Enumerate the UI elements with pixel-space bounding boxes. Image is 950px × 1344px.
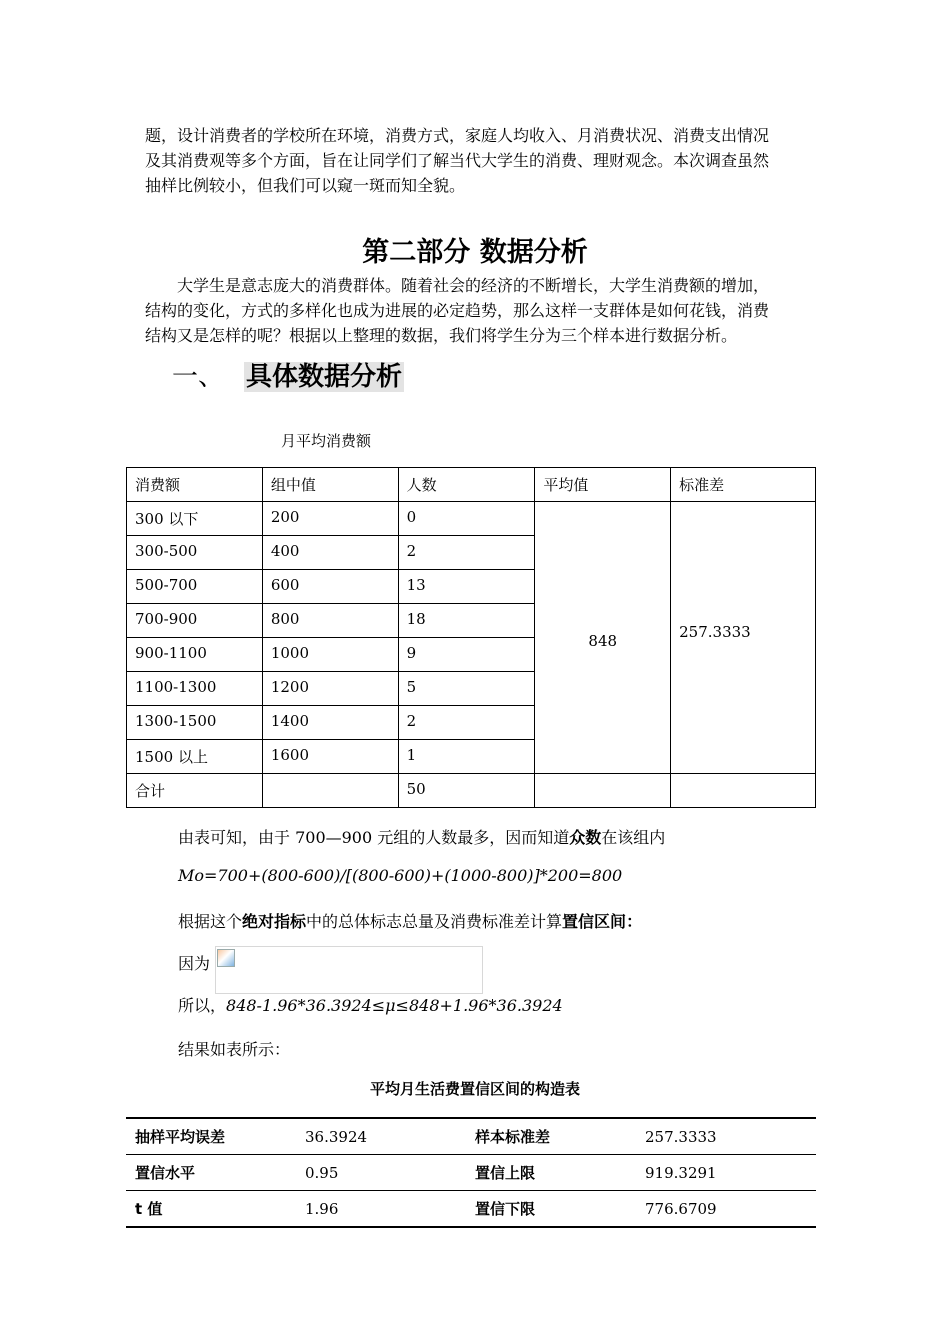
text-run: 所以，: [178, 996, 227, 1015]
value-cell: 0.95: [296, 1155, 466, 1191]
count-cell: 2: [398, 706, 535, 740]
because-label: 因为: [178, 954, 211, 973]
bold-term: 绝对指标: [242, 912, 307, 931]
intro-line: 题，设计消费者的学校所在环境，消费方式，家庭人均收入、月消费状况、消费支出情况: [145, 126, 770, 145]
monthly-spending-table: [126, 467, 816, 808]
intro-paragraph: [145, 123, 810, 198]
range-cell: 900-1100: [127, 638, 263, 672]
std-cell: 257.3333: [671, 502, 816, 774]
total-cell: [262, 774, 398, 808]
intro-line: 及其消费观等多个方面，旨在让同学们了解当代大学生的消费、理财观念。本次调查虽然: [145, 151, 770, 170]
value-cell: 776.6709: [636, 1191, 816, 1228]
section-line: 结构的变化，方式的多样化也成为进展的必定趋势，那么这样一支群体是如何花钱，消费: [145, 301, 770, 320]
section-title: 第二部分 数据分析: [362, 237, 588, 268]
table1-caption: 月平均消费额: [281, 432, 372, 450]
total-label-cell: 合计: [127, 774, 263, 808]
range-cell: 500-700: [127, 570, 263, 604]
analysis-line-3: [178, 909, 642, 932]
mode-formula: Mo=700+(800-600)/[(800-600)+(1000-800)]*200=800: [178, 866, 623, 885]
text-run: 中的总体标志总量及消费标准差计算: [306, 912, 563, 931]
midpoint-cell: 200: [262, 502, 398, 536]
subsection-heading: [172, 356, 404, 393]
count-cell: 1: [398, 740, 535, 774]
confidence-interval-table: [126, 1117, 816, 1228]
midpoint-cell: 1400: [262, 706, 398, 740]
text-run: 根据这个: [178, 912, 243, 931]
total-cell: [535, 774, 671, 808]
value-cell: 919.3291: [636, 1155, 816, 1191]
total-count-cell: 50: [398, 774, 535, 808]
mean-cell: 848: [535, 502, 671, 774]
count-cell: 0: [398, 502, 535, 536]
intro-line: 抽样比例较小，但我们可以窥一斑而知全貌。: [145, 176, 466, 195]
midpoint-cell: 1200: [262, 672, 398, 706]
value-cell: 36.3924: [296, 1118, 466, 1155]
range-cell: 1500 以上: [127, 740, 263, 774]
subsection-title: 具体数据分析: [246, 362, 403, 392]
section-line: 大学生是意志庞大的消费群体。随着社会的经济的不断增长，大学生消费额的增加，: [177, 276, 770, 295]
section-line: 结构又是怎样的呢？根据以上整理的数据，我们将学生分为三个样本进行数据分析。: [145, 326, 738, 345]
table-header-row: [127, 468, 816, 502]
table-row: [126, 1118, 816, 1155]
midpoint-cell: 600: [262, 570, 398, 604]
count-cell: 18: [398, 604, 535, 638]
section-paragraph: [145, 273, 810, 348]
interval-formula: 848-1.96*36.3924≤μ≤848+1.96*36.3924: [226, 996, 563, 1015]
header-cell: 消费额: [127, 468, 263, 502]
so-line: [178, 993, 563, 1016]
header-cell: 平均值: [535, 468, 671, 502]
header-cell: 人数: [398, 468, 535, 502]
formula-image-frame: [215, 946, 483, 994]
range-cell: 300 以下: [127, 502, 263, 536]
label-cell: 置信上限: [466, 1155, 636, 1191]
table-row: [126, 1155, 816, 1191]
range-cell: 300-500: [127, 536, 263, 570]
count-cell: 9: [398, 638, 535, 672]
subsection-number: 一、: [172, 362, 225, 392]
result-line: 结果如表所示：: [178, 1040, 291, 1059]
text-run: 由表可知，由于 700—900 元组的人数最多，因而知道: [178, 828, 570, 847]
table-total-row: [127, 774, 816, 808]
midpoint-cell: 1000: [262, 638, 398, 672]
label-cell: 抽样平均误差: [126, 1118, 296, 1155]
text-run: 在该组内: [601, 828, 666, 847]
label-cell: 样本标准差: [466, 1118, 636, 1155]
count-cell: 2: [398, 536, 535, 570]
count-cell: 13: [398, 570, 535, 604]
total-cell: [671, 774, 816, 808]
table-row: [127, 502, 816, 536]
broken-image-icon: [217, 949, 235, 967]
label-cell: 置信下限: [466, 1191, 636, 1228]
bold-term: 众数: [569, 828, 602, 847]
analysis-line-1: [178, 825, 665, 848]
midpoint-cell: 400: [262, 536, 398, 570]
count-cell: 5: [398, 672, 535, 706]
range-cell: 700-900: [127, 604, 263, 638]
value-cell: 1.96: [296, 1191, 466, 1228]
bold-term: ：: [626, 912, 643, 931]
midpoint-cell: 800: [262, 604, 398, 638]
table2-caption: 平均月生活费置信区间的构造表: [369, 1080, 580, 1098]
midpoint-cell: 1600: [262, 740, 398, 774]
label-cell: t 值: [126, 1191, 296, 1228]
header-cell: 标准差: [671, 468, 816, 502]
range-cell: 1300-1500: [127, 706, 263, 740]
header-cell: 组中值: [262, 468, 398, 502]
table-row: [126, 1191, 816, 1228]
value-cell: 257.3333: [636, 1118, 816, 1155]
range-cell: 1100-1300: [127, 672, 263, 706]
bold-term: 置信区间: [562, 912, 627, 931]
label-cell: 置信水平: [126, 1155, 296, 1191]
